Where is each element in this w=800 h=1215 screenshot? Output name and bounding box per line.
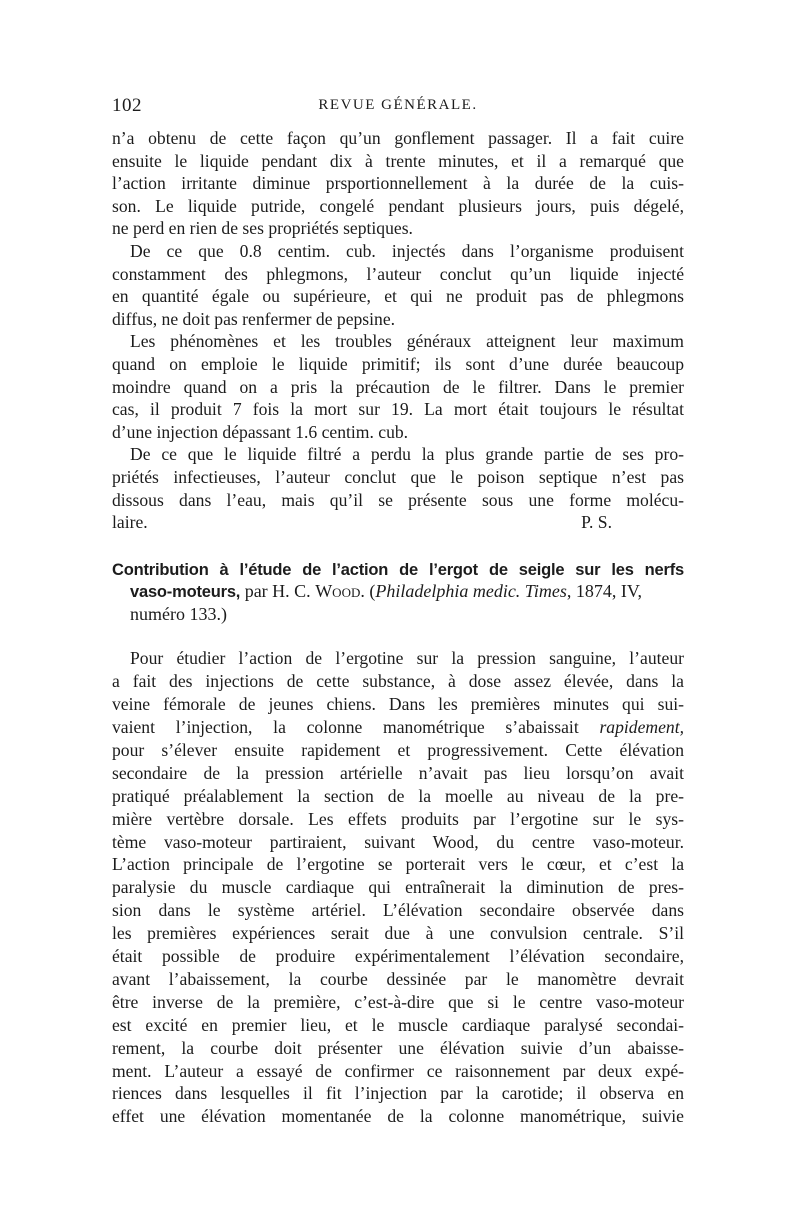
text-line: en quantité égale ou supérieure, et qui ne produit pas de phlegmons xyxy=(112,286,684,307)
section-continued-review xyxy=(112,127,684,534)
text-line: secondaire de la pression artérielle n’avait pas lieu lorsqu’on avait xyxy=(112,762,684,783)
text-line: cas, il produit 7 fois la mort sur 19. La mort était toujours le résultat xyxy=(112,399,684,420)
text-line: ment. L’auteur a essayé de confirmer ce raisonnement par deux expé- xyxy=(112,1060,684,1081)
text-line: veine fémorale de jeunes chiens. Dans les premières minutes qui sui- xyxy=(112,694,684,715)
text-line: n’a obtenu de cette façon qu’un gonflement passager. Il a fait cuire xyxy=(112,128,684,148)
text-line: paralysie du muscle cardiaque qui entraînerait la diminution de pres- xyxy=(112,877,684,898)
text-line: être inverse de la première, c’est-à-dire que si le centre vaso-moteur xyxy=(112,991,684,1012)
text-line: L’action principale de l’ergotine se porterait vers le cœur, et c’est la xyxy=(112,854,684,875)
text-line: les premières expériences serait due à une convulsion centrale. S’il xyxy=(112,923,684,944)
article-issue: numéro 133.) xyxy=(130,603,227,624)
document-page xyxy=(112,95,684,1128)
text-line: d’une injection dépassant 1.6 centim. cub. xyxy=(112,421,409,442)
journal-details: , 1874, IV, xyxy=(566,581,643,602)
text-line: Pour étudier l’action de l’ergotine sur la pression sanguine, l’auteur xyxy=(130,648,684,669)
text-line: diffus, ne doit pas renfermer de pepsine. xyxy=(112,308,396,329)
text-line: pratiqué préalablement la section de la moelle au niveau de la pre- xyxy=(112,785,684,806)
text-line: était possible de produire expérimentalement l’élévation secondaire, xyxy=(112,946,684,967)
text-line-with-italic xyxy=(112,716,684,739)
text-fragment: vaient l’injection, la colonne manométrique s’abaissait xyxy=(112,717,579,738)
section-ergot-review xyxy=(112,647,684,1128)
author-signature: P. S. xyxy=(581,512,612,533)
text-line: moindre quand on a pris la précaution de le filtrer. Dans le premier xyxy=(112,376,684,397)
running-header xyxy=(112,95,684,125)
page-number: 102 xyxy=(112,95,142,116)
text-line: De ce que le liquide filtré a perdu la plus grande partie de ses pro- xyxy=(130,444,684,465)
text-line: ensuite le liquide pendant dix à trente minutes, et il a remarqué que xyxy=(112,150,684,171)
text-line: est excité en premier lieu, et le muscle cardiaque paralysé secondai- xyxy=(112,1014,684,1035)
italic-word: rapidement, xyxy=(599,717,684,738)
journal-name: Philadelphia medic. Times xyxy=(375,581,567,602)
text-line: dissous dans l’eau, mais qu’il se présente sous une forme molécu- xyxy=(112,489,684,510)
article-title-cont: vaso-moteurs, xyxy=(130,583,241,602)
text-line: l’action irritante diminue prsportionnellement à la durée de la cuis- xyxy=(112,173,684,194)
article-title-line2 xyxy=(112,580,684,603)
author-name: Wood. xyxy=(315,581,365,602)
text-line: quand on emploie le liquide primitif; ils sont d’une durée beaucoup xyxy=(112,353,684,374)
text-line: priétés infectieuses, l’auteur conclut que le poison septique n’est pas xyxy=(112,466,684,487)
text-line: riences dans lesquelles il fit l’injection par la carotide; il observa en xyxy=(112,1083,684,1104)
article-title-block xyxy=(112,558,684,626)
article-title: Contribution à l’étude de l’action de l’ergot de seigle sur les nerfs xyxy=(112,560,684,579)
text-line: pour s’élever ensuite rapidement et progressivement. Cette élévation xyxy=(112,740,684,761)
text-line: avant l’abaissement, la courbe dessinée par le manomètre devrait xyxy=(112,968,684,989)
text-line: De ce que 0.8 centim. cub. injectés dans l’organisme produisent xyxy=(130,240,684,261)
text-line: rement, la courbe doit présenter une élévation suivie d’un abaisse- xyxy=(112,1037,684,1058)
text-line: ne perd en rien de ses propriétés septiques. xyxy=(112,218,413,239)
text-line: sion dans le système artériel. L’élévation secondaire observée dans xyxy=(112,900,684,921)
text-line: tème vaso-moteur partiraient, suivant Wood, du centre vaso-moteur. xyxy=(112,831,684,852)
text-line: effet une élévation momentanée de la colonne manométrique, suivie xyxy=(112,1106,684,1127)
text-line: a fait des injections de cette substance, à dose assez élevée, dans la xyxy=(112,671,684,692)
text-line: Les phénomènes et les troubles généraux atteignent leur maximum xyxy=(130,331,684,352)
article-title-line1 xyxy=(112,558,684,581)
text-line-last: laire. xyxy=(112,512,148,533)
journal-open: ( xyxy=(369,581,376,602)
text-line: constamment des phlegmons, l’auteur conclut qu’un liquide injecté xyxy=(112,263,684,284)
byline-par: par H. C. xyxy=(244,581,311,602)
running-title: REVUE GÉNÉRALE. xyxy=(318,97,478,113)
text-line: mière vertèbre dorsale. Les effets produits par l’ergotine sur le sys- xyxy=(112,808,684,829)
text-line: son. Le liquide putride, congelé pendant plusieurs jours, puis dégelé, xyxy=(112,195,684,216)
signoff-line xyxy=(112,511,684,534)
